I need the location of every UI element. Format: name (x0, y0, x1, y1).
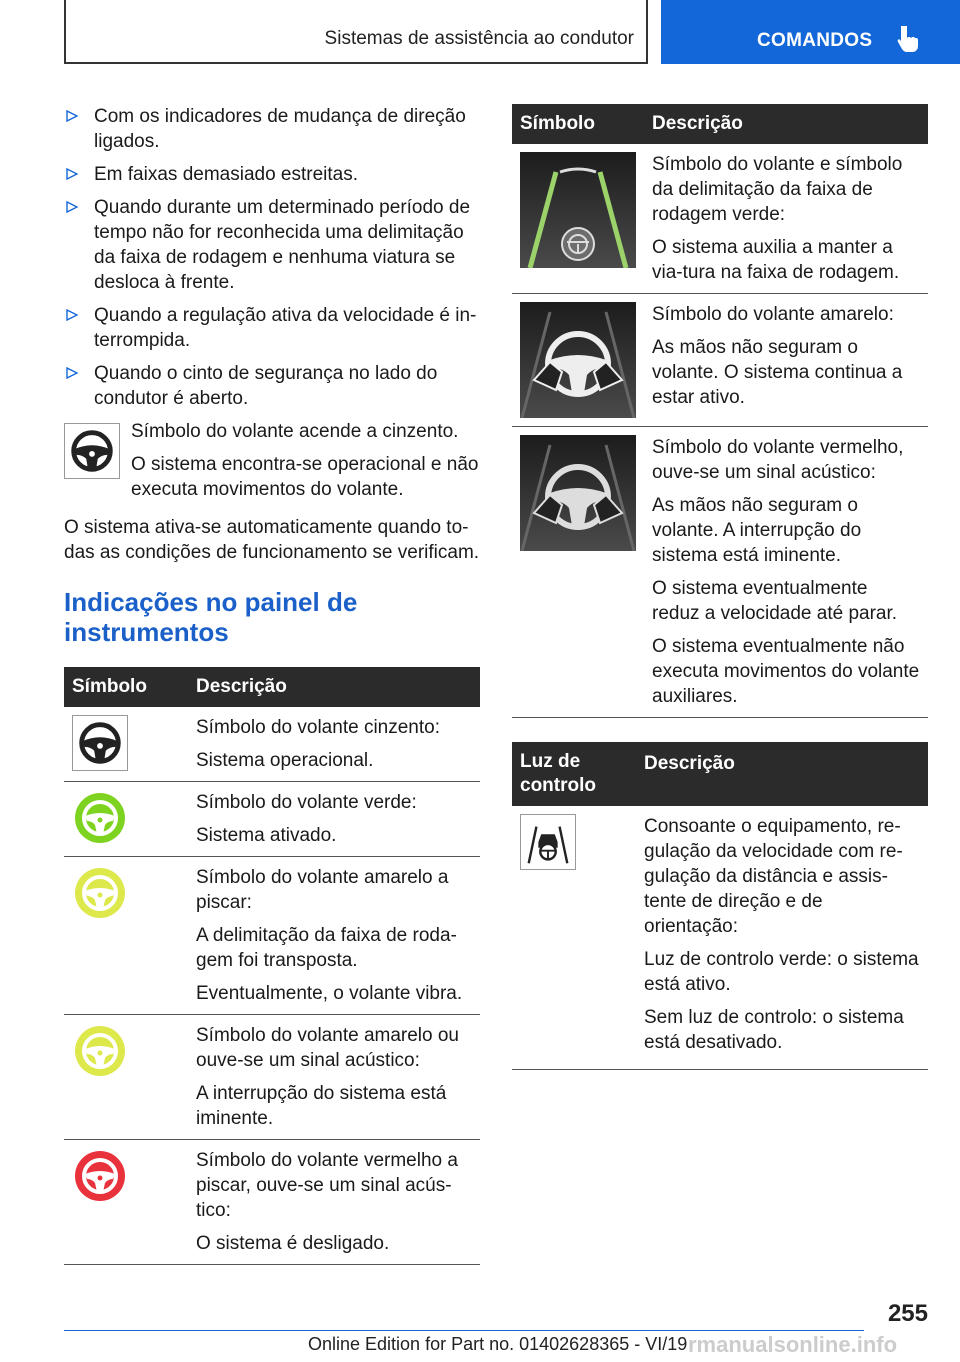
steering-wheel-red-icon (72, 1148, 128, 1204)
chapter-tab-label: COMANDOS (757, 30, 873, 51)
driving-assistant-lamp-icon (520, 814, 576, 870)
table-row (64, 857, 480, 1015)
column-header-description: Descrição (188, 667, 480, 707)
left-column (64, 104, 480, 1265)
row-line: Símbolo do volante e símbolo da delimitação da faixa de rodagem verde: (652, 154, 903, 225)
steering-wheel-yellow-icon (72, 1023, 128, 1079)
list-item-text: Quando durante um determinado período de tempo não for reconhecida uma delimitação da faixa de rodagem e nenhuma viatura se desloca à frente. (94, 197, 471, 293)
row-line: Símbolo do volante amarelo a piscar: (196, 867, 449, 913)
condition-list (64, 104, 480, 411)
right-column (512, 104, 928, 1070)
steering-wheel-green-icon (72, 790, 128, 846)
column-header-symbol: Símbolo (512, 104, 644, 144)
row-line: O sistema eventualmente não executa movimentos do volante auxiliares. (652, 636, 920, 707)
list-item (64, 162, 480, 187)
row-line: Símbolo do volante verde: (196, 792, 417, 813)
triangle-bullet-icon (66, 201, 78, 213)
row-line: As mãos não seguram o volante. A interrupção do sistema está iminente. (652, 495, 862, 566)
row-line: Símbolo do volante amarelo ou ouve-se um sinal acústico: (196, 1025, 459, 1071)
watermark: rmanualsonline.info (688, 1332, 898, 1357)
list-item (64, 361, 480, 411)
row-line: Sem luz de controlo: o sistema está desativado. (644, 1007, 904, 1053)
triangle-bullet-icon (66, 110, 78, 122)
column-header-symbol: Símbolo (64, 667, 188, 707)
display-symbol-table (512, 104, 928, 718)
row-line: A interrupção do sistema está iminente. (196, 1083, 447, 1129)
chapter-tab[interactable] (661, 0, 960, 64)
list-item (64, 303, 480, 353)
intro-line: O sistema encontra-se operacional e não executa movimentos do volante. (131, 454, 479, 500)
header-section-box (64, 0, 648, 64)
triangle-bullet-icon (66, 367, 78, 379)
row-line: O sistema auxilia a manter a via-tura na faixa de rodagem. (652, 237, 900, 283)
row-line: Símbolo do volante vermelho, ouve-se um sinal acústico: (652, 437, 904, 483)
edition-text: Online Edition for Part no. 01402628365 - VI/19 (308, 1334, 688, 1354)
list-item-text: Em faixas demasiado estreitas. (94, 164, 359, 185)
list-item-text: Quando a regulação ativa da velocidade é in-terrompida. (94, 305, 477, 351)
row-line: Consoante o equipamento, re-gulação da velocidade com re-gulação da distância e assis-tente de direção e de orientação: (644, 816, 903, 937)
indicator-table (64, 667, 480, 1265)
row-line: Luz de controlo verde: o sistema está ativo. (644, 949, 919, 995)
table-row (64, 1140, 480, 1265)
lane-steering-green-display-icon (520, 152, 636, 268)
pointing-hand-icon (897, 24, 921, 54)
steering-wheel-yellow-blink-icon (72, 865, 128, 921)
list-item (64, 195, 480, 295)
row-line: O sistema eventualmente reduz a velocidade até parar. (652, 578, 898, 624)
row-line: As mãos não seguram o volante. O sistema continua a estar ativo. (652, 337, 903, 408)
column-header-description: Descrição (644, 104, 928, 144)
activation-paragraph: O sistema ativa-se automaticamente quando to-das as condições de funcionamento se verificam. (64, 517, 480, 563)
column-header-lamp: Luz de controlo (512, 742, 636, 806)
page-number: 255 (887, 1300, 928, 1327)
row-line: Sistema operacional. (196, 750, 374, 771)
table-row (512, 806, 928, 1070)
footer-divider (64, 1330, 864, 1331)
hands-off-yellow-display-icon (520, 302, 636, 418)
table-row (512, 427, 928, 718)
table-row (512, 294, 928, 427)
row-line: Eventualmente, o volante vibra. (196, 983, 463, 1004)
row-line: Símbolo do volante vermelho a piscar, ouve-se um sinal acús-tico: (196, 1150, 458, 1221)
table-row (512, 144, 928, 294)
steering-wheel-icon (64, 423, 120, 479)
table-row (64, 707, 480, 782)
row-line: Símbolo do volante amarelo: (652, 304, 894, 325)
intro-line: Símbolo do volante acende a cinzento. (131, 421, 459, 442)
row-line: A delimitação da faixa de roda-gem foi transposta. (196, 925, 457, 971)
row-line: O sistema é desligado. (196, 1233, 390, 1254)
row-line: Sistema ativado. (196, 825, 337, 846)
section-heading: Indicações no painel de instrumentos (64, 587, 358, 647)
hands-off-red-display-icon (520, 435, 636, 551)
list-item-text: Com os indicadores de mudança de direção ligados. (94, 106, 466, 152)
triangle-bullet-icon (66, 309, 78, 321)
list-item-text: Quando o cinto de segurança no lado do condutor é aberto. (94, 363, 438, 409)
steering-wheel-grey-icon (72, 715, 128, 771)
table-row (64, 782, 480, 857)
column-header-description: Descrição (636, 742, 928, 806)
list-item (64, 104, 480, 154)
intro-symbol-row (64, 419, 480, 503)
control-lamp-table (512, 742, 928, 1070)
table-row (64, 1015, 480, 1140)
row-line: Símbolo do volante cinzento: (196, 717, 440, 738)
section-title: Sistemas de assistência ao condutor (324, 28, 634, 49)
triangle-bullet-icon (66, 168, 78, 180)
